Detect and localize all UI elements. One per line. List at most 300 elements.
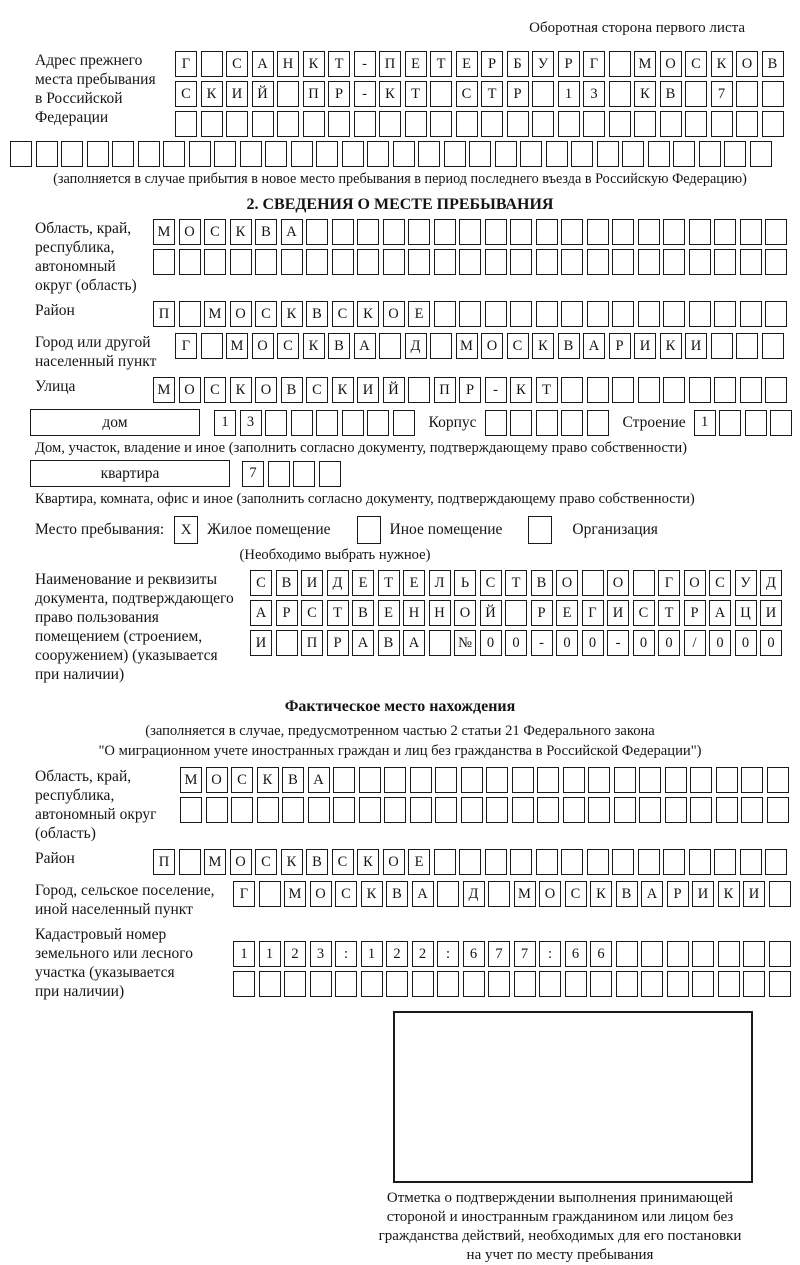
char-cell-empty[interactable] — [255, 249, 277, 275]
char-cell[interactable]: М — [180, 767, 202, 793]
char-cell[interactable]: К — [303, 333, 325, 359]
char-cell[interactable]: - — [485, 377, 507, 403]
char-cell-empty[interactable] — [536, 410, 558, 436]
char-cell-empty[interactable] — [716, 767, 738, 793]
char-cell-empty[interactable] — [537, 797, 559, 823]
char-cell[interactable]: 0 — [582, 630, 604, 656]
char-cell[interactable]: Е — [403, 570, 425, 596]
char-cell[interactable]: П — [153, 301, 175, 327]
char-cell[interactable]: К — [711, 51, 733, 77]
char-cell-empty[interactable] — [230, 249, 252, 275]
char-cell[interactable]: А — [583, 333, 605, 359]
char-cell[interactable]: 7 — [242, 461, 264, 487]
char-cell-empty[interactable] — [461, 797, 483, 823]
char-cell[interactable]: А — [354, 333, 376, 359]
char-cell-empty[interactable] — [536, 249, 558, 275]
char-cell-empty[interactable] — [665, 797, 687, 823]
char-cell-empty[interactable] — [179, 301, 201, 327]
char-cell[interactable]: О — [230, 301, 252, 327]
apartment-type-box[interactable]: квартира — [30, 460, 230, 487]
char-cell[interactable]: 0 — [709, 630, 731, 656]
char-cell-empty[interactable] — [714, 301, 736, 327]
char-cell-empty[interactable] — [485, 410, 507, 436]
char-cell[interactable]: И — [692, 881, 714, 907]
char-cell[interactable]: П — [434, 377, 456, 403]
char-cell[interactable]: 1 — [558, 81, 580, 107]
char-cell-empty[interactable] — [563, 797, 585, 823]
char-cell-empty[interactable] — [690, 767, 712, 793]
char-cell[interactable]: 6 — [565, 941, 587, 967]
char-cell[interactable]: 6 — [463, 941, 485, 967]
char-cell[interactable]: О — [255, 377, 277, 403]
char-cell-empty[interactable] — [587, 301, 609, 327]
char-cell[interactable]: С — [480, 570, 502, 596]
char-cell-empty[interactable] — [259, 971, 281, 997]
char-cell-empty[interactable] — [583, 111, 605, 137]
char-cell[interactable]: С — [306, 377, 328, 403]
char-cell[interactable]: О — [310, 881, 332, 907]
char-cell-empty[interactable] — [486, 767, 508, 793]
char-cell-empty[interactable] — [430, 333, 452, 359]
char-cell-empty[interactable] — [284, 971, 306, 997]
char-cell[interactable]: С — [456, 81, 478, 107]
char-cell-empty[interactable] — [435, 797, 457, 823]
char-cell-empty[interactable] — [226, 111, 248, 137]
char-cell[interactable]: У — [532, 51, 554, 77]
char-cell[interactable]: Р — [558, 51, 580, 77]
char-cell-empty[interactable] — [408, 377, 430, 403]
char-cell[interactable]: 0 — [735, 630, 757, 656]
char-cell[interactable]: Д — [405, 333, 427, 359]
stay-type-organization-checkbox[interactable] — [528, 516, 552, 544]
char-cell[interactable]: О — [736, 51, 758, 77]
char-cell[interactable]: / — [684, 630, 706, 656]
char-cell[interactable]: 0 — [658, 630, 680, 656]
char-cell-empty[interactable] — [383, 219, 405, 245]
char-cell-empty[interactable] — [638, 849, 660, 875]
char-cell-empty[interactable] — [614, 767, 636, 793]
char-cell-empty[interactable] — [485, 301, 507, 327]
char-cell[interactable]: А — [281, 219, 303, 245]
char-cell-empty[interactable] — [179, 849, 201, 875]
char-cell-empty[interactable] — [306, 219, 328, 245]
char-cell[interactable]: У — [735, 570, 757, 596]
char-cell[interactable]: С — [255, 849, 277, 875]
char-cell-empty[interactable] — [665, 767, 687, 793]
char-cell-empty[interactable] — [310, 971, 332, 997]
char-cell[interactable]: О — [607, 570, 629, 596]
char-cell-empty[interactable] — [259, 881, 281, 907]
char-cell-empty[interactable] — [714, 377, 736, 403]
char-cell-empty[interactable] — [306, 249, 328, 275]
char-cell[interactable]: Б — [507, 51, 529, 77]
char-cell-empty[interactable] — [663, 849, 685, 875]
char-cell-empty[interactable] — [767, 797, 789, 823]
char-cell[interactable]: 2 — [284, 941, 306, 967]
char-cell[interactable]: 2 — [412, 941, 434, 967]
char-cell[interactable]: Р — [328, 81, 350, 107]
char-cell[interactable]: С — [335, 881, 357, 907]
char-cell[interactable]: К — [660, 333, 682, 359]
char-cell[interactable]: В — [558, 333, 580, 359]
char-cell[interactable]: 7 — [711, 81, 733, 107]
char-cell-empty[interactable] — [268, 461, 290, 487]
char-cell-empty[interactable] — [587, 219, 609, 245]
char-cell-empty[interactable] — [412, 971, 434, 997]
char-cell[interactable]: П — [379, 51, 401, 77]
char-cell-empty[interactable] — [495, 141, 517, 167]
char-cell-empty[interactable] — [328, 111, 350, 137]
char-cell[interactable]: К — [510, 377, 532, 403]
char-cell[interactable]: К — [532, 333, 554, 359]
char-cell-empty[interactable] — [393, 141, 415, 167]
char-cell[interactable]: П — [301, 630, 323, 656]
char-cell-empty[interactable] — [571, 141, 593, 167]
char-cell-empty[interactable] — [463, 971, 485, 997]
char-cell[interactable]: Й — [383, 377, 405, 403]
char-cell-empty[interactable] — [87, 141, 109, 167]
char-cell[interactable]: Й — [252, 81, 274, 107]
char-cell-empty[interactable] — [667, 941, 689, 967]
char-cell[interactable]: К — [257, 767, 279, 793]
char-cell-empty[interactable] — [685, 111, 707, 137]
char-cell[interactable]: Р — [327, 630, 349, 656]
char-cell[interactable]: 6 — [590, 941, 612, 967]
char-cell-empty[interactable] — [459, 849, 481, 875]
char-cell-empty[interactable] — [434, 249, 456, 275]
char-cell[interactable]: В — [255, 219, 277, 245]
char-cell[interactable]: 1 — [214, 410, 236, 436]
char-cell-empty[interactable] — [532, 81, 554, 107]
char-cell-empty[interactable] — [740, 301, 762, 327]
char-cell-empty[interactable] — [690, 797, 712, 823]
char-cell-empty[interactable] — [303, 111, 325, 137]
char-cell[interactable]: 0 — [505, 630, 527, 656]
char-cell[interactable]: В — [762, 51, 784, 77]
char-cell[interactable]: С — [301, 600, 323, 626]
char-cell[interactable]: К — [230, 377, 252, 403]
char-cell[interactable]: И — [607, 600, 629, 626]
char-cell-empty[interactable] — [138, 141, 160, 167]
char-cell-empty[interactable] — [633, 570, 655, 596]
char-cell-empty[interactable] — [214, 141, 236, 167]
char-cell[interactable]: 1 — [259, 941, 281, 967]
char-cell[interactable]: К — [230, 219, 252, 245]
char-cell[interactable]: Ь — [454, 570, 476, 596]
char-cell[interactable]: Д — [463, 881, 485, 907]
char-cell-empty[interactable] — [745, 410, 767, 436]
char-cell[interactable]: № — [454, 630, 476, 656]
char-cell[interactable]: А — [308, 767, 330, 793]
char-cell[interactable]: В — [306, 301, 328, 327]
char-cell[interactable]: М — [514, 881, 536, 907]
char-cell[interactable]: И — [226, 81, 248, 107]
char-cell[interactable]: Т — [328, 51, 350, 77]
char-cell-empty[interactable] — [561, 301, 583, 327]
char-cell[interactable]: Т — [327, 600, 349, 626]
char-cell[interactable]: М — [204, 849, 226, 875]
char-cell-empty[interactable] — [342, 410, 364, 436]
char-cell-empty[interactable] — [459, 219, 481, 245]
char-cell-empty[interactable] — [112, 141, 134, 167]
char-cell[interactable]: Г — [233, 881, 255, 907]
char-cell-empty[interactable] — [609, 111, 631, 137]
char-cell[interactable]: 0 — [760, 630, 782, 656]
char-cell[interactable]: М — [634, 51, 656, 77]
char-cell-empty[interactable] — [638, 219, 660, 245]
char-cell[interactable]: С — [685, 51, 707, 77]
char-cell-empty[interactable] — [277, 111, 299, 137]
char-cell[interactable]: И — [685, 333, 707, 359]
char-cell-empty[interactable] — [663, 219, 685, 245]
char-cell-empty[interactable] — [367, 141, 389, 167]
char-cell-empty[interactable] — [536, 219, 558, 245]
char-cell[interactable]: О — [179, 377, 201, 403]
char-cell-empty[interactable] — [750, 141, 772, 167]
char-cell[interactable]: Р — [507, 81, 529, 107]
char-cell-empty[interactable] — [408, 219, 430, 245]
char-cell-empty[interactable] — [740, 219, 762, 245]
char-cell[interactable]: : — [539, 941, 561, 967]
char-cell-empty[interactable] — [660, 111, 682, 137]
char-cell-empty[interactable] — [418, 141, 440, 167]
char-cell-empty[interactable] — [332, 219, 354, 245]
char-cell[interactable]: О — [481, 333, 503, 359]
char-cell[interactable]: С — [332, 849, 354, 875]
char-cell-empty[interactable] — [561, 249, 583, 275]
char-cell[interactable]: О — [539, 881, 561, 907]
char-cell-empty[interactable] — [384, 767, 406, 793]
char-cell[interactable]: С — [332, 301, 354, 327]
char-cell-empty[interactable] — [765, 219, 787, 245]
char-cell[interactable]: 0 — [556, 630, 578, 656]
char-cell-empty[interactable] — [612, 377, 634, 403]
char-cell-empty[interactable] — [587, 249, 609, 275]
char-cell[interactable]: К — [201, 81, 223, 107]
char-cell-empty[interactable] — [488, 881, 510, 907]
char-cell[interactable]: Т — [658, 600, 680, 626]
char-cell[interactable]: Т — [505, 570, 527, 596]
char-cell[interactable]: К — [379, 81, 401, 107]
char-cell-empty[interactable] — [667, 971, 689, 997]
char-cell[interactable]: О — [252, 333, 274, 359]
char-cell-empty[interactable] — [638, 301, 660, 327]
char-cell-empty[interactable] — [558, 111, 580, 137]
char-cell[interactable]: О — [179, 219, 201, 245]
char-cell-empty[interactable] — [410, 767, 432, 793]
char-cell[interactable]: В — [352, 600, 374, 626]
char-cell-empty[interactable] — [486, 797, 508, 823]
char-cell-empty[interactable] — [36, 141, 58, 167]
char-cell-empty[interactable] — [639, 767, 661, 793]
char-cell-empty[interactable] — [204, 249, 226, 275]
char-cell[interactable]: Е — [408, 849, 430, 875]
char-cell-empty[interactable] — [587, 410, 609, 436]
char-cell[interactable]: С — [204, 377, 226, 403]
char-cell[interactable]: Е — [405, 51, 427, 77]
char-cell-empty[interactable] — [342, 141, 364, 167]
stay-type-other-checkbox[interactable] — [357, 516, 381, 544]
char-cell[interactable]: И — [357, 377, 379, 403]
char-cell-empty[interactable] — [740, 249, 762, 275]
char-cell[interactable]: М — [226, 333, 248, 359]
char-cell[interactable]: Р — [459, 377, 481, 403]
char-cell-empty[interactable] — [240, 141, 262, 167]
char-cell[interactable]: И — [743, 881, 765, 907]
char-cell-empty[interactable] — [485, 219, 507, 245]
char-cell[interactable]: А — [641, 881, 663, 907]
char-cell-empty[interactable] — [512, 797, 534, 823]
char-cell-empty[interactable] — [699, 141, 721, 167]
char-cell-empty[interactable] — [291, 410, 313, 436]
char-cell-empty[interactable] — [714, 249, 736, 275]
char-cell-empty[interactable] — [612, 849, 634, 875]
char-cell[interactable]: В — [378, 630, 400, 656]
char-cell-empty[interactable] — [537, 767, 559, 793]
char-cell-empty[interactable] — [612, 301, 634, 327]
char-cell[interactable]: А — [250, 600, 272, 626]
char-cell[interactable]: Р — [667, 881, 689, 907]
char-cell-empty[interactable] — [561, 377, 583, 403]
char-cell-empty[interactable] — [507, 111, 529, 137]
char-cell[interactable]: А — [709, 600, 731, 626]
char-cell[interactable]: Н — [429, 600, 451, 626]
char-cell[interactable]: - — [607, 630, 629, 656]
char-cell-empty[interactable] — [762, 81, 784, 107]
char-cell[interactable]: Р — [684, 600, 706, 626]
char-cell-empty[interactable] — [163, 141, 185, 167]
char-cell-empty[interactable] — [743, 941, 765, 967]
char-cell-empty[interactable] — [430, 81, 452, 107]
char-cell-empty[interactable] — [461, 767, 483, 793]
char-cell-empty[interactable] — [520, 141, 542, 167]
char-cell-empty[interactable] — [265, 410, 287, 436]
char-cell[interactable]: И — [634, 333, 656, 359]
char-cell-empty[interactable] — [456, 111, 478, 137]
char-cell[interactable]: Т — [405, 81, 427, 107]
char-cell-empty[interactable] — [332, 249, 354, 275]
char-cell-empty[interactable] — [767, 767, 789, 793]
char-cell-empty[interactable] — [561, 410, 583, 436]
char-cell-empty[interactable] — [293, 461, 315, 487]
char-cell-empty[interactable] — [386, 971, 408, 997]
char-cell-empty[interactable] — [510, 849, 532, 875]
char-cell-empty[interactable] — [308, 797, 330, 823]
char-cell[interactable]: О — [556, 570, 578, 596]
char-cell-empty[interactable] — [384, 797, 406, 823]
char-cell[interactable]: Р — [609, 333, 631, 359]
char-cell-empty[interactable] — [359, 767, 381, 793]
char-cell-empty[interactable] — [582, 570, 604, 596]
char-cell[interactable]: В — [328, 333, 350, 359]
char-cell-empty[interactable] — [673, 141, 695, 167]
char-cell-empty[interactable] — [512, 767, 534, 793]
char-cell-empty[interactable] — [281, 249, 303, 275]
char-cell-empty[interactable] — [357, 249, 379, 275]
char-cell-empty[interactable] — [689, 219, 711, 245]
char-cell-empty[interactable] — [638, 377, 660, 403]
char-cell-empty[interactable] — [10, 141, 32, 167]
char-cell-empty[interactable] — [685, 81, 707, 107]
char-cell[interactable]: О — [383, 301, 405, 327]
char-cell[interactable]: Т — [378, 570, 400, 596]
char-cell-empty[interactable] — [481, 111, 503, 137]
char-cell[interactable]: Е — [378, 600, 400, 626]
char-cell-empty[interactable] — [189, 141, 211, 167]
char-cell[interactable]: : — [437, 941, 459, 967]
char-cell[interactable]: В — [281, 377, 303, 403]
char-cell[interactable]: 1 — [361, 941, 383, 967]
char-cell-empty[interactable] — [459, 301, 481, 327]
char-cell[interactable]: Д — [760, 570, 782, 596]
char-cell-empty[interactable] — [546, 141, 568, 167]
char-cell[interactable]: И — [250, 630, 272, 656]
char-cell-empty[interactable] — [762, 333, 784, 359]
char-cell-empty[interactable] — [469, 141, 491, 167]
char-cell-empty[interactable] — [430, 111, 452, 137]
char-cell[interactable]: К — [634, 81, 656, 107]
char-cell-empty[interactable] — [762, 111, 784, 137]
char-cell-empty[interactable] — [510, 410, 532, 436]
char-cell-empty[interactable] — [587, 849, 609, 875]
char-cell-empty[interactable] — [663, 301, 685, 327]
char-cell-empty[interactable] — [361, 971, 383, 997]
char-cell[interactable]: А — [252, 51, 274, 77]
char-cell[interactable]: В — [531, 570, 553, 596]
char-cell[interactable]: Е — [408, 301, 430, 327]
char-cell-empty[interactable] — [367, 410, 389, 436]
char-cell-empty[interactable] — [510, 301, 532, 327]
char-cell-empty[interactable] — [180, 797, 202, 823]
char-cell[interactable]: А — [403, 630, 425, 656]
char-cell-empty[interactable] — [719, 410, 741, 436]
char-cell[interactable]: К — [590, 881, 612, 907]
char-cell[interactable]: С — [250, 570, 272, 596]
char-cell[interactable]: С — [633, 600, 655, 626]
char-cell-empty[interactable] — [716, 797, 738, 823]
char-cell-empty[interactable] — [638, 249, 660, 275]
char-cell[interactable]: Н — [403, 600, 425, 626]
char-cell[interactable]: О — [383, 849, 405, 875]
char-cell[interactable]: О — [454, 600, 476, 626]
char-cell-empty[interactable] — [532, 111, 554, 137]
char-cell-empty[interactable] — [588, 797, 610, 823]
char-cell-empty[interactable] — [641, 971, 663, 997]
char-cell-empty[interactable] — [769, 941, 791, 967]
char-cell[interactable]: Л — [429, 570, 451, 596]
char-cell-empty[interactable] — [724, 141, 746, 167]
char-cell[interactable]: О — [684, 570, 706, 596]
char-cell-empty[interactable] — [711, 111, 733, 137]
char-cell-empty[interactable] — [291, 141, 313, 167]
char-cell-empty[interactable] — [61, 141, 83, 167]
char-cell-empty[interactable] — [510, 219, 532, 245]
char-cell[interactable]: Р — [481, 51, 503, 77]
char-cell[interactable]: Н — [277, 51, 299, 77]
char-cell[interactable]: М — [204, 301, 226, 327]
char-cell[interactable]: - — [531, 630, 553, 656]
char-cell-empty[interactable] — [663, 249, 685, 275]
char-cell[interactable]: Р — [276, 600, 298, 626]
char-cell-empty[interactable] — [206, 797, 228, 823]
char-cell[interactable]: И — [301, 570, 323, 596]
char-cell-empty[interactable] — [434, 849, 456, 875]
char-cell-empty[interactable] — [563, 767, 585, 793]
char-cell[interactable]: 1 — [233, 941, 255, 967]
char-cell-empty[interactable] — [736, 81, 758, 107]
char-cell[interactable]: В — [282, 767, 304, 793]
char-cell[interactable]: 3 — [240, 410, 262, 436]
